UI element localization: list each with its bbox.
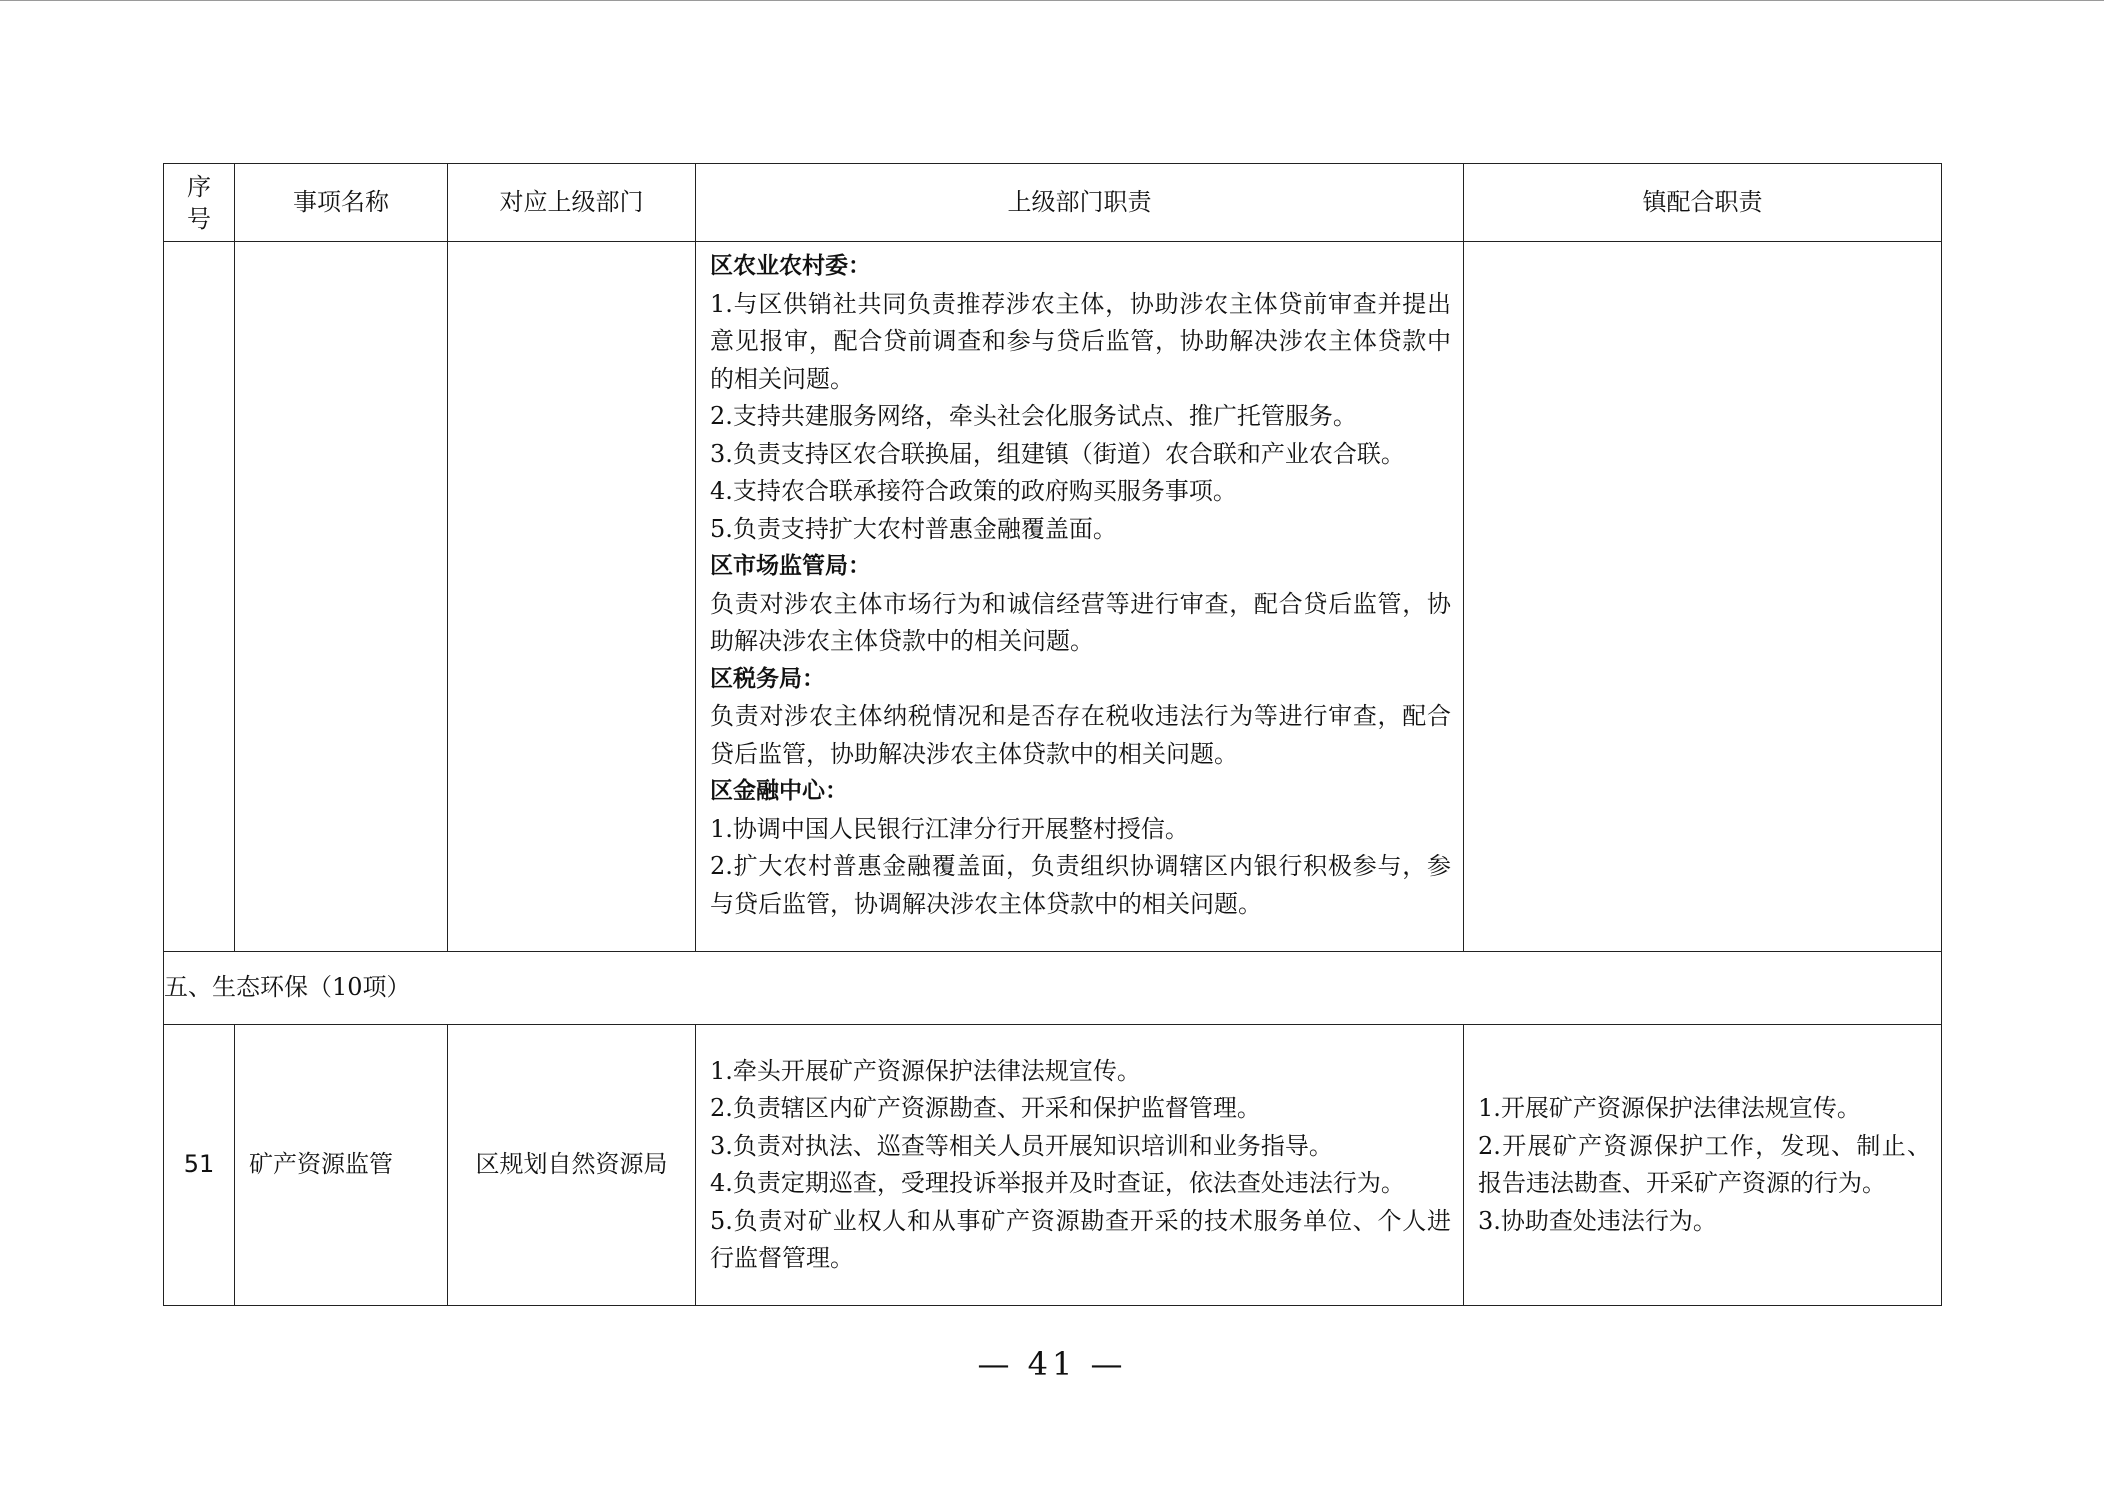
duty-line: 1.协调中国人民银行江津分行开展整村授信。 bbox=[710, 814, 1189, 843]
duty-table bbox=[163, 163, 1942, 1306]
dept-heading-agriculture: 区农业农村委： bbox=[710, 253, 871, 279]
header-item-name: 事项名称 bbox=[235, 164, 448, 242]
town-duty-line: 1.开展矿产资源保护法律法规宣传。 bbox=[1478, 1094, 1861, 1122]
page-number: — 41 — bbox=[977, 1345, 1127, 1383]
item-seq: 51 bbox=[164, 1025, 235, 1306]
cont-upper-dept-cell bbox=[448, 242, 696, 952]
duty-line: 1.与区供销社共同负责推荐涉农主体，协助涉农主体贷前审查并提出意见报审，配合贷前调查和参与贷后监管，协助解决涉农主体贷款中的相关问题。 bbox=[710, 289, 1451, 393]
duty-line: 负责对涉农主体纳税情况和是否存在税收违法行为等进行审查，配合贷后监管，协助解决涉农主体贷款中的相关问题。 bbox=[710, 702, 1451, 768]
duty-line: 2.负责辖区内矿产资源勘查、开采和保护监督管理。 bbox=[710, 1094, 1261, 1122]
item-upper-dept: 区规划自然资源局 bbox=[448, 1025, 696, 1306]
town-duty-line: 3.协助查处违法行为。 bbox=[1478, 1206, 1717, 1235]
table-row-continued bbox=[164, 242, 1942, 952]
cont-seq-cell bbox=[164, 242, 235, 952]
header-seq-label: 序号 bbox=[186, 172, 211, 233]
duty-line: 4.支持农合联承接符合政策的政府购买服务事项。 bbox=[710, 477, 1237, 505]
duty-line: 4.负责定期巡查，受理投诉举报并及时查证，依法查处违法行为。 bbox=[710, 1169, 1405, 1197]
section-heading: 五、生态环保（10项） bbox=[164, 952, 1942, 1025]
dept-heading-tax: 区税务局： bbox=[710, 665, 825, 692]
table-header-row bbox=[164, 164, 1942, 242]
duty-line: 5.负责对矿业权人和从事矿产资源勘查开采的技术服务单位、个人进行监督管理。 bbox=[710, 1206, 1451, 1272]
duty-line: 3.负责支持区农合联换届，组建镇（街道）农合联和产业农合联。 bbox=[710, 439, 1405, 468]
header-upper-dept: 对应上级部门 bbox=[448, 164, 696, 242]
cont-town-duty-cell bbox=[1464, 242, 1942, 952]
duty-line: 3.负责对执法、巡查等相关人员开展知识培训和业务指导。 bbox=[710, 1131, 1333, 1160]
duty-line: 1.牵头开展矿产资源保护法律法规宣传。 bbox=[710, 1056, 1141, 1085]
cont-item-name-cell bbox=[235, 242, 448, 952]
header-seq bbox=[164, 164, 235, 242]
header-town-duty: 镇配合职责 bbox=[1464, 164, 1942, 242]
section-row bbox=[164, 952, 1942, 1025]
cont-upper-duty-cell bbox=[696, 242, 1464, 952]
page-top-border bbox=[0, 0, 2104, 1]
duty-line: 2.扩大农村普惠金融覆盖面，负责组织协调辖区内银行积极参与，参与贷后监管，协调解决涉农主体贷款中的相关问题。 bbox=[710, 852, 1451, 918]
item-upper-duty bbox=[696, 1025, 1464, 1306]
dept-heading-market: 区市场监管局： bbox=[710, 553, 871, 579]
duty-line: 5.负责支持扩大农村普惠金融覆盖面。 bbox=[710, 514, 1117, 543]
item-name: 矿产资源监管 bbox=[235, 1025, 448, 1306]
table-row bbox=[164, 1025, 1942, 1306]
item-town-duty bbox=[1464, 1025, 1942, 1306]
dept-heading-finance: 区金融中心： bbox=[710, 778, 848, 804]
header-upper-duty: 上级部门职责 bbox=[696, 164, 1464, 242]
duty-line: 负责对涉农主体市场行为和诚信经营等进行审查，配合贷后监管，协助解决涉农主体贷款中的相关问题。 bbox=[710, 589, 1451, 655]
town-duty-line: 2.开展矿产资源保护工作，发现、制止、报告违法勘查、开采矿产资源的行为。 bbox=[1478, 1131, 1931, 1197]
duty-line: 2.支持共建服务网络，牵头社会化服务试点、推广托管服务。 bbox=[710, 402, 1357, 430]
